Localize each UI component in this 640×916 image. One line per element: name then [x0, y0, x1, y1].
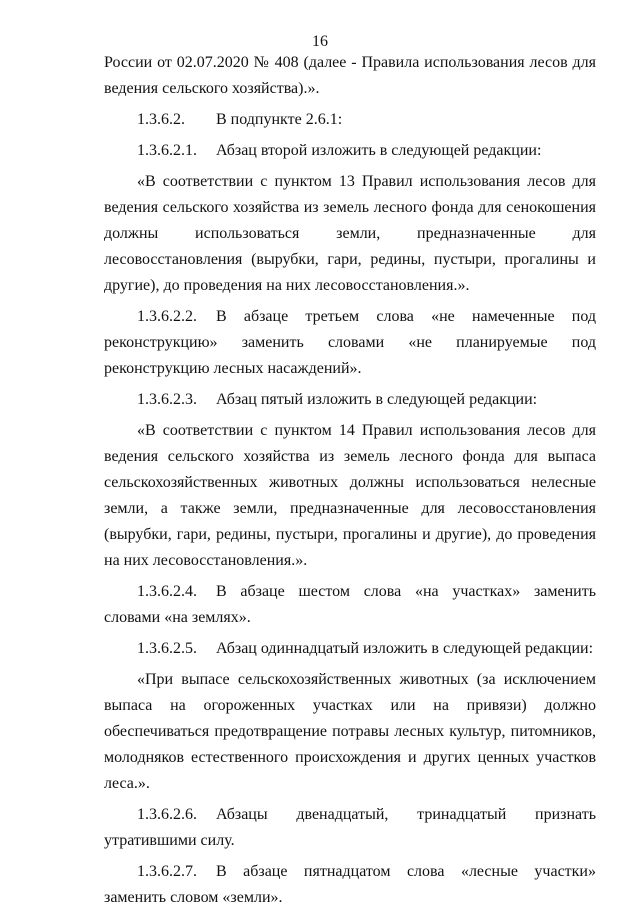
item-number: 1.3.6.2.4.: [137, 583, 197, 600]
item-number: 1.3.6.2.3.: [137, 391, 197, 408]
paragraph-item: [104, 107, 596, 133]
paragraph-quote: «В соответствии с пунктом 14 Правил использования лесов для ведения сельского хозяйства из земель лесного фонда для выпаса сельскохозяйственных животных должны использоваться нелесные земли, а также земли, предназначенные для лесовосстановления (вырубки, гари, редины, пустыри, прогалины и другие), до проведения на них лесовосстановления.».: [104, 422, 596, 569]
item-text: Абзац пятый изложить в следующей редакции:: [216, 391, 538, 408]
page-number: 16: [312, 33, 328, 50]
item-text: В абзаце шестом слова «на участках» заменить словами «на землях».: [104, 583, 596, 626]
item-number: 1.3.6.2.2.: [137, 308, 197, 325]
item-text: Абзац второй изложить в следующей редакции:: [216, 142, 542, 159]
item-number: 1.3.6.2.6.: [137, 806, 197, 823]
paragraph-item: [104, 636, 596, 662]
paragraph-quote: «В соответствии с пунктом 13 Правил использования лесов для ведения сельского хозяйства из земель лесного фонда для сенокошения должны использоваться земли, предназначенные для лесовосстановления (вырубки, гари, редины, пустыри, прогалины и другие), до проведения на них лесовосстановления.».: [104, 173, 596, 294]
paragraph-item: [104, 579, 596, 631]
item-number: 1.3.6.2.1.: [137, 142, 197, 159]
item-text: Абзацы двенадцатый, тринадцатый признать утратившими силу.: [104, 806, 596, 849]
item-text: В абзаце пятнадцатом слова «лесные участки» заменить словом «земли».: [104, 863, 596, 906]
paragraph-continuation: России от 02.07.2020 № 408 (далее - Правила использования лесов для ведения сельского хозяйства).».: [104, 54, 596, 97]
item-number: 1.3.6.2.: [137, 111, 185, 128]
paragraph-item: [104, 304, 596, 382]
item-number: 1.3.6.2.5.: [137, 640, 197, 657]
document-body: [104, 50, 596, 916]
paragraph-item: [104, 859, 596, 911]
paragraph-item: [104, 802, 596, 854]
item-text: В абзаце третьем слова «не намеченные под реконструкцию» заменить словами «не планируемые под реконструкцию лесных насаждений».: [104, 308, 596, 377]
paragraph-quote: «При выпасе сельскохозяйственных животных (за исключением выпаса на огороженных участках или на привязи) должно обеспечиваться предотвращение потравы лесных культур, питомников, молодняков естественного происхождения и других ценных участков леса.».: [104, 671, 596, 792]
item-number: 1.3.6.2.7.: [137, 863, 197, 880]
item-text: Абзац одиннадцатый изложить в следующей редакции:: [216, 640, 594, 657]
item-text: В подпункте 2.6.1:: [216, 111, 343, 128]
paragraph-item: [104, 138, 596, 164]
paragraph-item: [104, 387, 596, 413]
